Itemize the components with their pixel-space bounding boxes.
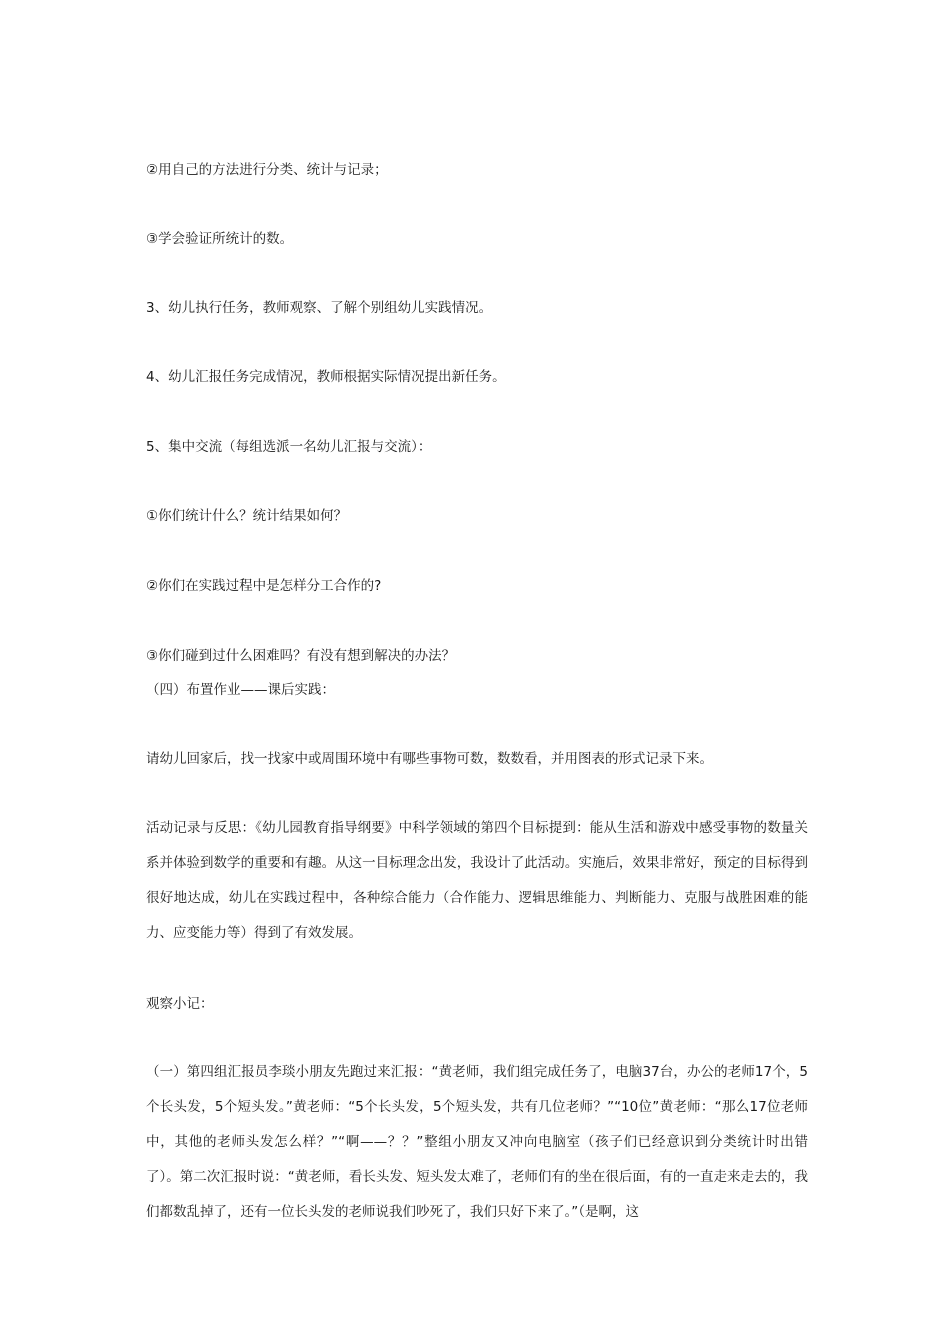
reflection-paragraph: 活动记录与反思：《幼儿园教育指导纲要》中科学领域的第四个目标提到：能从生活和游戏中感受事物的数量关系并体验到数学的重要和有趣。从这一目标理念出发，我设计了此活动。实施后，效果非常好，预定的目标得到很好地达成，幼儿在实践过程中，各种综合能力（合作能力、逻辑思维能力、判断能力、克服与战胜困难的能力、应变能力等）得到了有效发展。 xyxy=(146,820,808,941)
text-line: 5、集中交流（每组选派一名幼儿汇报与交流）： xyxy=(146,439,432,455)
text-line: ③你们碰到过什么困难吗？有没有想到解决的办法？ xyxy=(146,648,456,664)
text-line: 3、幼儿执行任务，教师观察、了解个别组幼儿实践情况。 xyxy=(146,300,493,316)
observation-title: 观察小记： xyxy=(146,996,214,1012)
text-line: ②你们在实践过程中是怎样分工合作的? xyxy=(146,578,382,594)
text-line: 4、幼儿汇报任务完成情况，教师根据实际情况提出新任务。 xyxy=(146,369,506,385)
text-line: 请幼儿回家后，找一找家中或周围环境中有哪些事物可数，数数看，并用图表的形式记录下来。 xyxy=(146,751,713,767)
section-heading: （四）布置作业——课后实践： xyxy=(146,682,335,698)
observation-paragraph: （一）第四组汇报员李琰小朋友先跑过来汇报：“黄老师，我们组完成任务了，电脑37台，办公的老师17个，5个长头发，5个短头发。”黄老师：“5个长头发，5个短头发，共有几位老师？”“10位”黄老师：“那么17位老师中，其他的老师头发怎么样？”“啊——？？”整组小朋友又冲向电脑室（孩子们已经意识到分类统计时出错了）。第二次汇报时说：“黄老师，看长头发、短头发太难了，老师们有的坐在很后面，有的一直走来走去的，我们都数乱掉了，还有一位长头发的老师说我们吵死了，我们只好下来了。”（是啊，这 xyxy=(146,1064,808,1220)
text-line: ②用自己的方法进行分类、统计与记录； xyxy=(146,162,388,178)
text-line: ③学会验证所统计的数。 xyxy=(146,231,294,247)
text-line: ①你们统计什么？统计结果如何？ xyxy=(146,508,348,524)
